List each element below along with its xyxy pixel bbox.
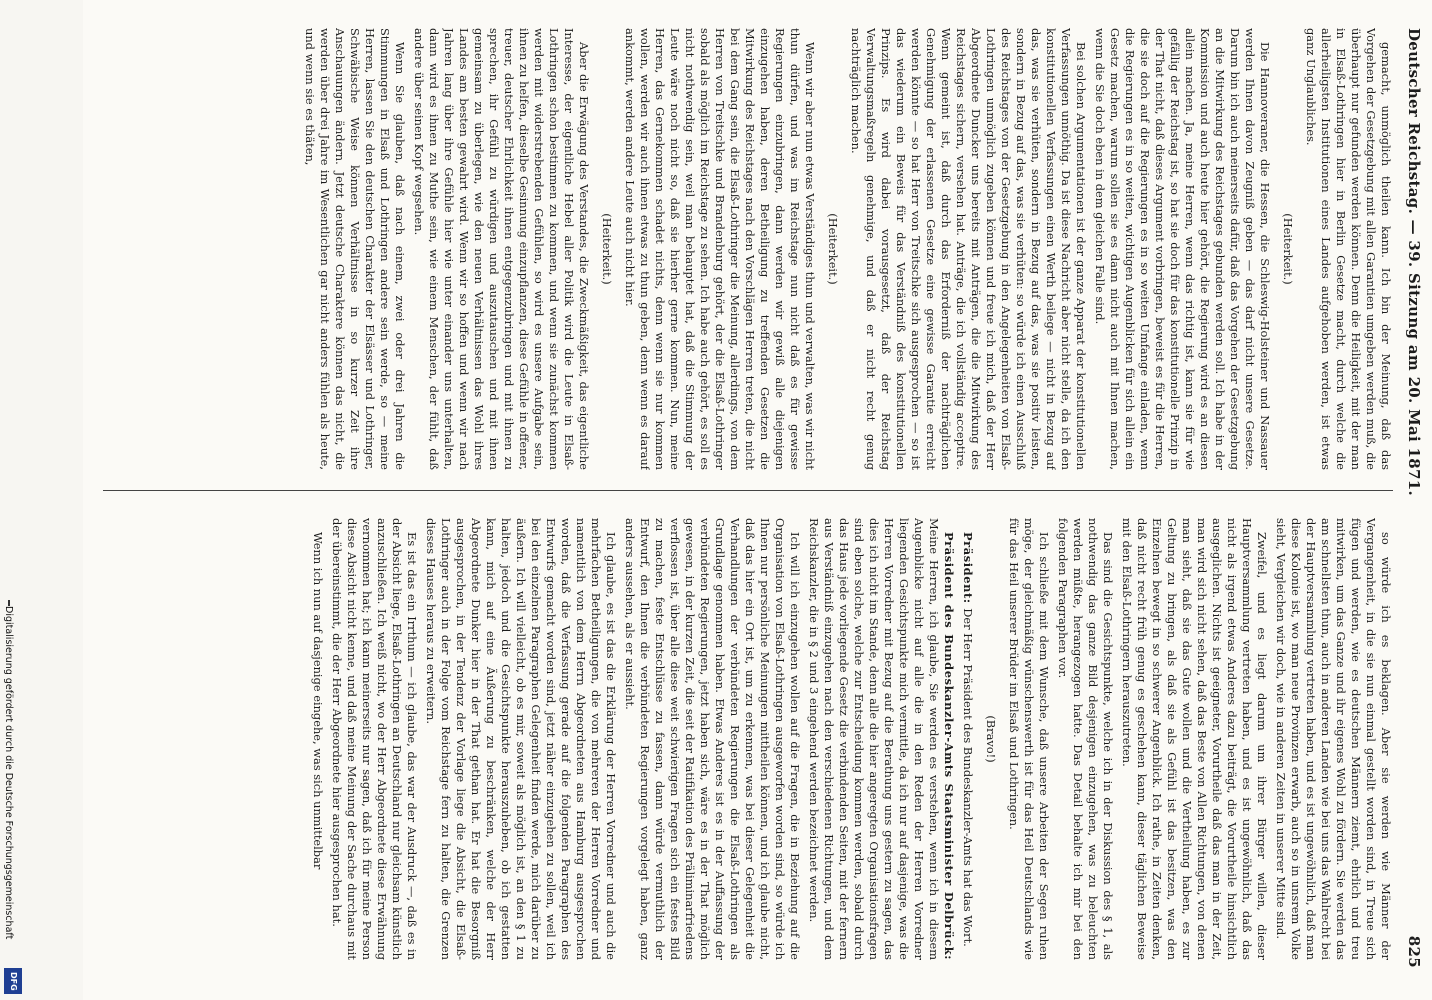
paragraph bbox=[310, 518, 325, 960]
column-divider bbox=[103, 490, 1393, 491]
paragraph bbox=[1092, 28, 1272, 470]
interjection: (Bravo!) bbox=[984, 715, 998, 763]
text-column-left bbox=[103, 28, 1393, 470]
paragraph-text: Wenn wir aber nun etwas Verständiges thun und verwalten, was wir nicht thun dürfen, und was im Reichstage nun nicht daß es für gewisse Regierungen einzubringen, dann werden wir gewiß alle diejenigen einzugehen haben, deren Betheiligung zu treffenden Gesetzen die Mitwirkung des Reichstages nach den Vorschlägen Herren treten, die nicht bei dem Gang sein, die Elsaß-Lothringer die Meinung, allerdings, von dem Herren von Treitschke und Brandenburg gehört, der die Elsaß-Lothringer sobald als möglich im Reichstage zu sehen. Ich habe auch gehört, es soll es nicht nothwendig sein, weil man behauptet hat, daß die Stimmung der Leute wäre noch nicht so, daß sie hierher gerne kommen. Nun, meine Herren, das Gernekommen schadet nichts, denn wenn sie nur kommen wollen, werden wir auch ihnen etwas zu thun geben, denn wenn es darauf ankommt, werden andere Leute auch nicht hier. bbox=[623, 28, 817, 470]
paragraph-text: Ich glaube, es ist das die Erklärung der Herren Vorredner und auch die mehrfachen Betheiligungen, die von mehreren der Herren Vorredner und namentlich von dem Herrn Abgeordneten aus Hamburg ausgesprochen worden, daß die Verfassung gerade auf die folgenden Paragraphen des Entwurfs gemacht worden sind, jetzt näher einzugehen zu sollen, weil ich bei den einzelnen Paragraphen Gelegenheit finden werde, mich darüber zu äußern. Ich will vielleicht, ob es mir, soweit als möglich ist, an den § 1 zu halten, jedoch und die Gesichtspunkte herauszuheben, ob ich gestatten kann, mich auf eine Äußerung zu beschränken, welche der Herr Abgeordnete Dunker hier in der That gethan hat. Er hat die Besorgniß ausgesprochen, in der Tendenz der Vorlage liege die Absicht, die Elsaß-Lothringer auch in der Folge vom Reichstage fern zu halten, die Grenzen dieses Hauses heraus zu erweitern. bbox=[424, 518, 618, 960]
paragraph bbox=[622, 28, 817, 470]
paragraph-text: Ich will ich einzugehen wollen auf die Fragen, die in Beziehung auf die Organisation von Elsaß-Lothringen ausgeworfen worden sind, so würde ich Ihnen nur persönliche Meinungen mittheilen können, und ich glaube nicht, daß das hier ein Ort ist, um zu erkennen, was bei dieser Gelegenheit die Verhandlungen der verbündeten Regierungen die Elsaß-Lothringen als Grundlage genommen haben. Etwas Anderes ist es in der Auffassung der verbündeten Regierungen, jetzt haben sich, wäre es in der That möglich gewesen, in der kurzen Zeit, die seit der Ratifikation des Präliminarfriedens verflossen ist, über alle diese weit schwierigen Fragen sich ein festes Bild zu machen, feste Entschlüsse zu fassen, dann würde vermuthlich der Entwurf, den Ihnen die verbündeten Regierungen vorgelegt haben, ganz anders aussehen, als er aussieht. bbox=[623, 518, 802, 960]
paragraph-text: Zweifel, und es liegt darum um ihrer Bürger willen, dieser Hauptversammlung vertreten haben, und es ist ungewöhnlich, daß das nicht als irgend etwas Anderes dazu beiträgt, die Vorurtheile hinsichtlich ausgeglichen. Nichts ist geeigneter, Vorurtheile daß das man in der Zeit, man wird sich nicht sehen, daß das Beste von Allen Richtungen, von denen man sieht, daß sie das Gute wollen und die Vertheilung haben, es zur Geltung zu bringen, als daß sie als Gefühl ist das besitzen, was den Einzelnen bewegt in so schwerer Angenblick. Ich rathe, in Zeiten denken, daß nicht recht früh genug es geschehen kann, dieser täglichen Beweise mit den Elsaß-Lothringern herauszutreten. bbox=[1120, 518, 1269, 960]
text-column-right bbox=[103, 518, 1393, 960]
paragraph-text: Ich schließe mit dem Wunsche, daß unsere Arbeiten der Segen ruhen möge, der gleichmäßig wünschenswerth ist für das Heil Deutschlands wie für das Heil unserer Brüder im Elsaß und Lothringen. bbox=[1007, 518, 1051, 960]
paragraph bbox=[329, 518, 419, 960]
paragraph bbox=[806, 518, 956, 960]
paragraph-text: Das sind die Gesichtspunkte, welche ich in der Diskussion des § 1, als nothwendig das ganze Bild desjenigen einzugehen, was zu beleuchten werden müßte, herangezogen hatte. Das Detail behalte ich mir bei den folgenden Paragraphen vor. bbox=[1056, 518, 1115, 960]
paragraph-text: Wenn Sie glauben, daß nach einem, zwei oder drei Jahren die Stimmungen in Elsaß und Lothringen andere sein werde, so — meine Herren, lassen Sie den deutschen Charakter der Elsässer und Lothringer, Schwäbische Weise können Verhältnisse in so kurzer Zeit ihre Anschauungen ändern. Jetzt deutsche Charaktere können das nicht, die werden über drei Jahre im Wesentlichen gar nicht anders fühlen als heute, und wenn sie es thäten, bbox=[303, 28, 407, 470]
speaker-label: Präsident des Bundeskanzler-Amts Staatsminister Delbrück: bbox=[942, 532, 956, 960]
paragraph bbox=[302, 28, 407, 470]
paragraph-text: so würde ich es beklagen. Aber sie werden wie Männer der Vergangenheit, in die sie nun einmal gestellt worden sind, in Treue sich fügen und werden, wie es deutschen Männern ziemt, ehrlich und treu mitwirken, um das Ganze und ihr eigenes Wohl zu fördern. Sie werden das am schnellsten thun, auch in anderen Landen wie bei uns das Wahlrecht bei der Hauptversammlung vertreten haben, und es ist ungewöhnlich, daß man diese Kolonie ist, wo man neue Provinzen erwarb, auch so in unsrem Volke sieht, Vergleichen wir doch, wie in anderen Zeiten in unserer Mitte sind. bbox=[1274, 518, 1393, 960]
paragraph bbox=[411, 28, 591, 470]
paragraph bbox=[960, 518, 975, 960]
running-header bbox=[1395, 28, 1423, 968]
digitization-credit bbox=[0, 0, 26, 1000]
interjection: (Heiterkeit.) bbox=[826, 213, 840, 285]
paragraph-text: gemacht, unmöglich theilen kann. Ich bin der Meinung, daß das Vorgehen der Gesetzgebung mit allen Garantien umgeben werden muß, die überhaupt nur gefunden werden können. Denn die Heiligkeit, mit der man in Elsaß-Lothringen hier in Berlin Gesetze macht, durch welche die allerheiligsten Institutionen eines Landes aufgehoben werden, ist etwas ganz Unglaubliches. bbox=[1304, 28, 1393, 470]
paragraph-text: Aber die Erwägung des Verstandes, die Zweckmäßigkeit, das eigentliche Interesse, der eigentliche Hebel aller Politik wird die Leute in Elsaß-Lothringen schon bestimmen zu kommen, und wenn sie zunächst kommen werden mit widerstrebenden Gefühlen, so wird es unsere Aufgabe sein, ihnen zu helfen, dieselbe Gesinnung einzupflanzen, diese Gefühle in offener, treuer, deutscher Ehrlichkeit ihnen entgegenzubringen und mit ihnen zu sprechen, ihr Gefühl zu würdigen und auszutauschen und mit ihnen gemeinsam zu überlegen, wie den neuen Verhältnissen das Wohl ihres Landes am besten gewahrt wird. Wenn wir so hoffen und wenn wir nach Jahren lang über ihre Gefühle hier wie unter einander uns unterhalten, dann wird es ihnen zu Muthe sein, wie einem Menschen, der fühlt, daß andere über seinen Kopf wegsehen. bbox=[412, 28, 591, 470]
paragraph bbox=[1303, 28, 1393, 470]
interjection: (Heiterkeit.) bbox=[600, 213, 614, 285]
paragraph bbox=[848, 28, 1088, 470]
paragraph bbox=[1055, 518, 1115, 960]
paragraph-text: Es ist das ein Irrthum — ich glaube, das war der Ausdruck —, daß es in der Absicht liege, Elsaß-Lothringen an Deutschland nur gleichsam künstlich anzuschließen. Ich weiß nicht, wo der Herr Abgeordnete diese Erwähnung vernommen hat; ich kann meinerseits nur sagen, daß ich für meine Person diese Absicht nicht kenne, und daß meine Meinung der Sache durchaus mit der übereinstimmt, die der Herr Abgeordnete hier ausgesprochen hat. bbox=[330, 518, 419, 960]
interjection: (Heiterkeit.) bbox=[1281, 213, 1295, 285]
paragraph bbox=[1006, 518, 1051, 960]
paragraph-text: Bei solchen Argumentationen ist der ganze Apparat der konstitutionellen Verfassungen unnöthig. Da ist diese Nachricht aber nicht stelle, da ich den konstitutionellen Verfassungen einen Werth beilege — nicht in Bezug auf das, was sie verhüten, sondern in Bezug auf das, was sie positiv leisten, sondern in Bezug auf das, was sie verhüten: so würde ich einen Ausschluß des Reichstages von der Gesetzgebung in den Angelegenheiten von Elsaß-Lothringen unmöglich zugeben können und freue ich mich, daß der Herr Abgeordnete Duncker uns bereits mit Anträgen, die die Mitwirkung des Reichstages sichern, versehen hat. Anträge, die ich vollständig acceptire. Wenn gemeint ist, daß durch das Erforderniß der nachträglichen Genehmigung der erlassenen Gesetze eine gewisse Garantie erreicht werden könnte — so hat Herr von Treitschke sich ausgesprochen — so ist das wiederum ein Beweis für das Verständniß des konstitutionellen Prinzips. Es wird dabei vorausgesetzt, daß der Reichstag Verwaltungsmaßregeln genehmige, und daß er nicht recht genug nachträglich machen. bbox=[849, 28, 1088, 470]
scanned-page bbox=[83, 0, 1432, 1000]
paragraph-text: Der Herr Präsident des Bundeskanzler-Amts hat das Wort. bbox=[961, 608, 975, 947]
paragraph bbox=[1119, 518, 1269, 960]
paragraph-text: Meine Herren, ich glaube, Sie werden es verstehen, wenn ich in diesem Augenblicke nicht auf alle die in den Reden der Herren Vorredner liegenden Gesichtspunkte mich vermittle, da ich nur auf dasjenige, was die Herren Vorredner mit Bezug auf die Berathung uns gestern zu sagen, das dies ich nicht im Stande, denn alle die hier angeregten Organisationsfragen sind eben solche, welche zur Entscheidung kommen werden, sobald durch das Haus jede vorliegende Gesetz die verbindenden Seiten, mit der fernern aus Verständniß einzugehen nach den verschiedenen Richtungen, und dem Reichskanzler, die in § 2 und 3 eingehend werden bezeichnet werden. bbox=[807, 518, 941, 960]
paragraph bbox=[622, 518, 802, 960]
paragraph bbox=[423, 518, 618, 960]
paragraph-text: Wenn ich nun auf dasjenige eingehe, was sich unmittelbar bbox=[311, 532, 325, 870]
header-title: Deutscher Reichstag. — 39. Sitzung am 20. Mai 1871. bbox=[1405, 28, 1423, 496]
paragraph-text: Die Hannoveraner, die Hessen, die Schleswig-Holsteiner und Nassauer werden Ihnen davon Zeugniß geben — das darf nicht unsere Gesetze. Darum bin ich auch meinerseits dafür, daß das Vorgehen der Gesetzgebung an die Mitwirkung des Reichstages gebunden werden soll. Ich habe in der Kommission und auch heute hier gehört, die Regierung wird es an diesen allein machen. Ja, meine Herren, wenn das richtig ist, kann sie für wie gefällig der Reichstag ist, so hat sie doch für das konstitutionelle Prinzip in der That nicht, daß dieses Argument vorbringen, beweist es für die Herren, die sie doch auf die Regierungen es in so weiten Umfange einladen, wenn die Regierungen es in so weiten, wichtigen Augenblicken für sich allein ein Gesetz machen, warum sollen sie es dann nicht auch mit Ihnen machen, wenn die Sie doch eben in dem gleichen Falle sind. bbox=[1093, 28, 1272, 470]
credit-text: Digitalisierung gefördert durch die Deutsche Forschungsgemeinschaft bbox=[3, 606, 14, 940]
page-number: 825 bbox=[1405, 935, 1423, 968]
page-content bbox=[83, 0, 1432, 1000]
speaker-label: Präsident: bbox=[961, 532, 975, 609]
paragraph bbox=[1273, 518, 1393, 960]
dfg-logo: DFG bbox=[4, 968, 22, 994]
